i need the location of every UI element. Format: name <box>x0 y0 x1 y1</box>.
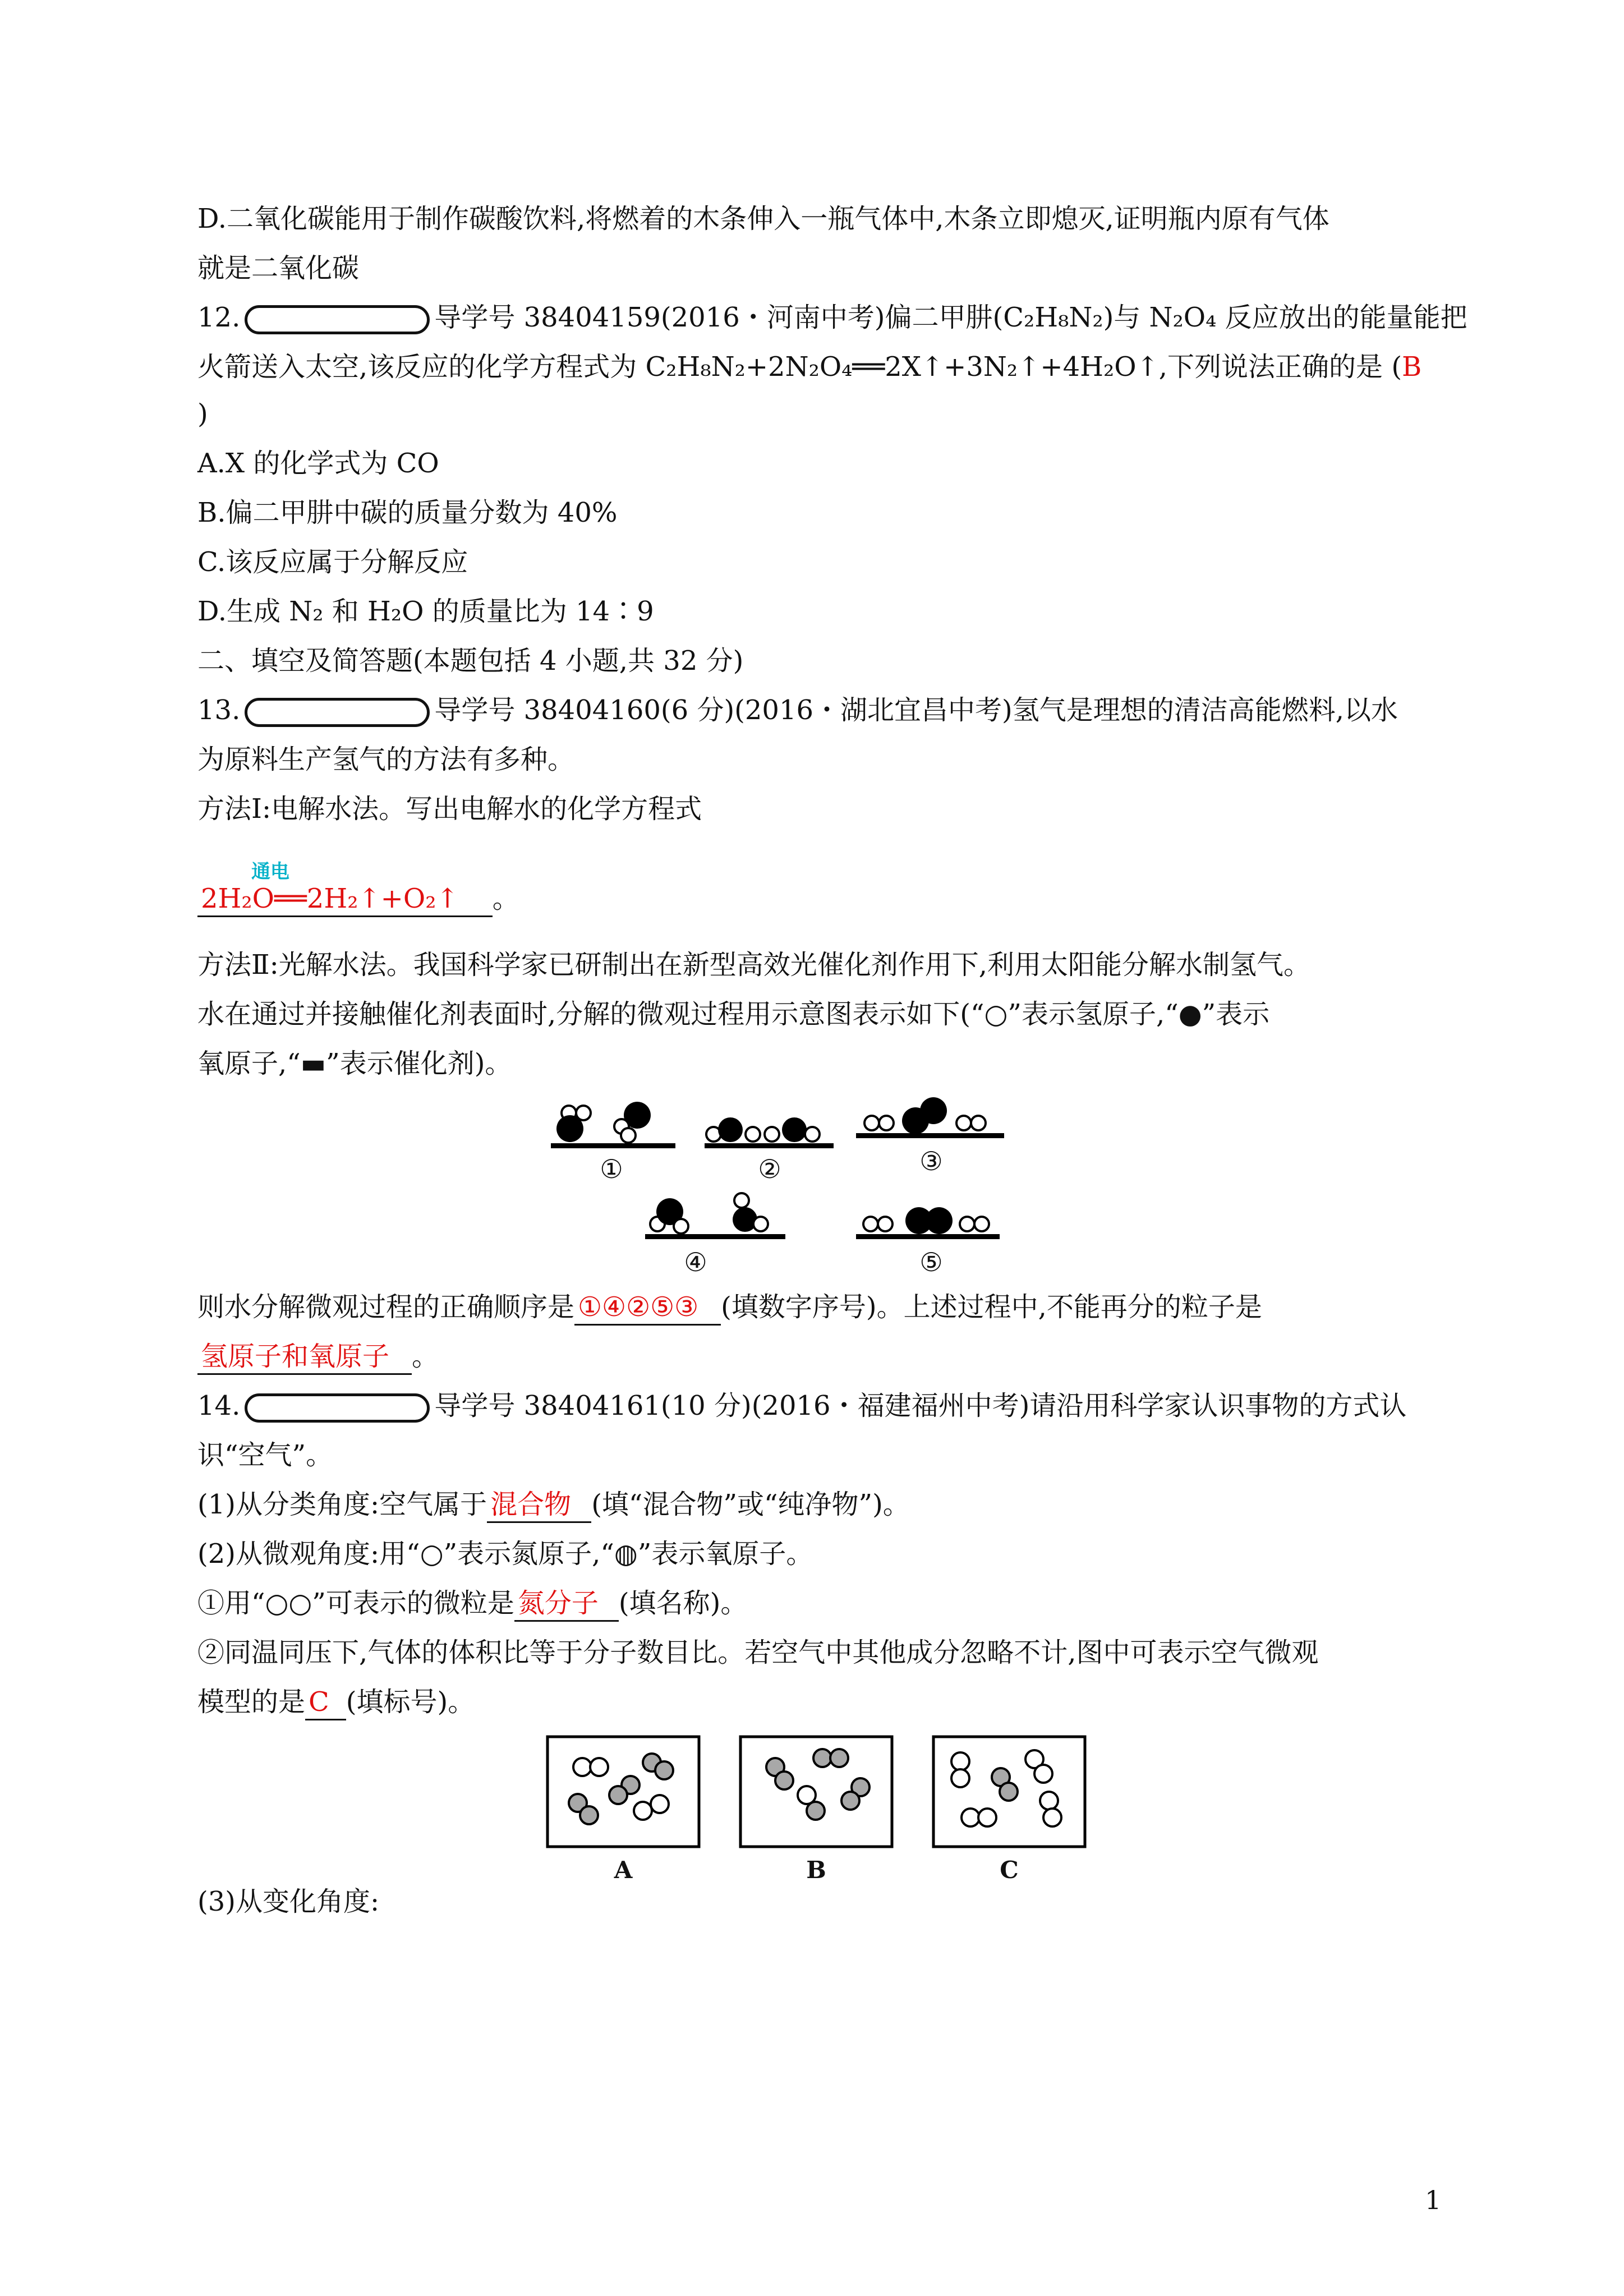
model-a-label: A <box>614 1856 633 1884</box>
q13-method2-line1: 方法Ⅱ:光解水法。我国科学家已研制出在新型高效光催化剂作用下,利用太阳能分解水制氢气。 <box>197 949 1311 981</box>
q13-number: 13. <box>197 694 241 726</box>
q12-answer: B <box>1402 351 1422 383</box>
q12-blank-pill <box>245 305 430 334</box>
q14-part2a-answer: 氮分子 <box>514 1586 619 1622</box>
q13-particle-end: 。 <box>412 1341 439 1372</box>
q14-part1 <box>197 1488 910 1523</box>
q14-part1-answer: 混合物 <box>487 1488 591 1523</box>
q14-part3: (3)从变化角度: <box>197 1886 380 1917</box>
water-decomposition-figure <box>539 1094 1088 1285</box>
q14-part2b-pre: 模型的是 <box>197 1686 306 1718</box>
q14-part2: (2)从微观角度:用“○”表示氮原子,“◍”表示氧原子。 <box>197 1538 813 1570</box>
stage-3 <box>856 1097 1004 1176</box>
stage-3-label: ③ <box>919 1146 943 1176</box>
q14-line1 <box>197 1389 1406 1423</box>
q12-number: 12. <box>197 302 241 333</box>
q12-text2: 火箭送入太空,该反应的化学方程式为 C₂H₈N₂+2N₂O₄══2X↑+3N₂↑+4H₂O↑,下列说法正确的是 ( <box>197 351 1402 383</box>
model-a <box>548 1737 699 1884</box>
q13-equation-line <box>197 882 519 917</box>
q13-method2-line3: 氧原子,“▬”表示催化剂)。 <box>197 1048 512 1079</box>
q14-part2b-line1: ②同温同压下,气体的体积比等于分子数目比。若空气中其他成分忽略不计,图中可表示空气微观 <box>197 1637 1319 1668</box>
model-c-label: C <box>1000 1856 1019 1884</box>
q13-order-pre: 则水分解微观过程的正确顺序是 <box>197 1291 575 1323</box>
q14-part2a <box>197 1586 747 1622</box>
q14-part2b-post: (填标号)。 <box>346 1686 475 1718</box>
q13-order-line <box>197 1290 1262 1326</box>
q13-blank-pill <box>245 698 430 727</box>
option-d-line1: D.二氧化碳能用于制作碳酸饮料,将燃着的木条伸入一瓶气体中,木条立即熄灭,证明瓶内原有气体 <box>197 203 1329 234</box>
q13-particle-answer: 氢原子和氧原子 <box>197 1340 412 1375</box>
stage-4-label: ④ <box>684 1247 707 1277</box>
q13-order-post: (填数字序号)。上述过程中,不能再分的粒子是 <box>721 1291 1262 1323</box>
q14-line2: 识“空气”。 <box>197 1439 333 1471</box>
q14-part2b-line2 <box>197 1685 475 1720</box>
q12-option-c: C.该反应属于分解反应 <box>197 546 468 578</box>
section-2-heading: 二、填空及简答题(本题包括 4 小题,共 32 分) <box>197 645 744 677</box>
q13-method1: 方法Ⅰ:电解水法。写出电解水的化学方程式 <box>197 793 702 825</box>
q14-part1-post: (填“混合物”或“纯净物”)。 <box>591 1489 910 1520</box>
q13-text1: 导学号 38404160(6 分)(2016・湖北宜昌中考)氢气是理想的清洁高能燃料,以水 <box>434 694 1398 726</box>
stage-1 <box>551 1102 675 1184</box>
q12-line1 <box>197 301 1467 334</box>
stage-5 <box>856 1207 1000 1277</box>
air-model-figure <box>544 1733 1094 1890</box>
page-number: 1 <box>1425 2185 1442 2215</box>
q12-option-a: A.X 的化学式为 CO <box>197 448 439 479</box>
stage-4 <box>645 1193 785 1277</box>
q12-line2 <box>197 350 1421 384</box>
q13-method2-line2: 水在通过并接触催化剂表面时,分解的微观过程用示意图表示如下(“○”表示氢原子,“●”表示 <box>197 999 1270 1030</box>
model-c <box>933 1737 1085 1884</box>
model-b <box>740 1737 892 1884</box>
q13-particle-line <box>197 1340 439 1375</box>
q14-part1-pre: (1)从分类角度:空气属于 <box>197 1489 487 1520</box>
q14-part2a-pre: ①用“○○”可表示的微粒是 <box>197 1588 514 1619</box>
stage-1-label: ① <box>600 1154 623 1184</box>
q12-text1: 导学号 38404159(2016・河南中考)偏二甲肼(C₂H₈N₂)与 N₂O₄ 反应放出的能量能把 <box>434 302 1467 333</box>
q12-close-paren: ) <box>197 398 208 430</box>
q13-equation-end: 。 <box>492 883 519 914</box>
stage-2-label: ② <box>758 1154 781 1184</box>
q13-equation-answer: 2H₂O══2H₂↑+O₂↑ <box>197 882 493 917</box>
q13-equation-condition: 通电 <box>251 861 289 883</box>
q14-blank-pill <box>245 1393 430 1423</box>
option-d-line2: 就是二氧化碳 <box>197 252 360 284</box>
q13-order-answer: ①④②⑤③ <box>574 1290 721 1326</box>
stage-2 <box>705 1117 834 1184</box>
q12-option-d: D.生成 N₂ 和 H₂O 的质量比为 14∶9 <box>197 596 654 627</box>
q14-text1: 导学号 38404161(10 分)(2016・福建福州中考)请沿用科学家认识事物的方式认 <box>434 1390 1407 1421</box>
q12-option-b: B.偏二甲肼中碳的质量分数为 40% <box>197 497 618 528</box>
q13-line1 <box>197 693 1398 727</box>
model-b-label: B <box>806 1856 826 1884</box>
q14-part2a-post: (填名称)。 <box>618 1588 748 1619</box>
q13-line2: 为原料生产氢气的方法有多种。 <box>197 744 575 775</box>
stage-5-label: ⑤ <box>919 1247 943 1277</box>
q14-part2b-answer: C <box>305 1685 346 1720</box>
q14-number: 14. <box>197 1390 241 1421</box>
